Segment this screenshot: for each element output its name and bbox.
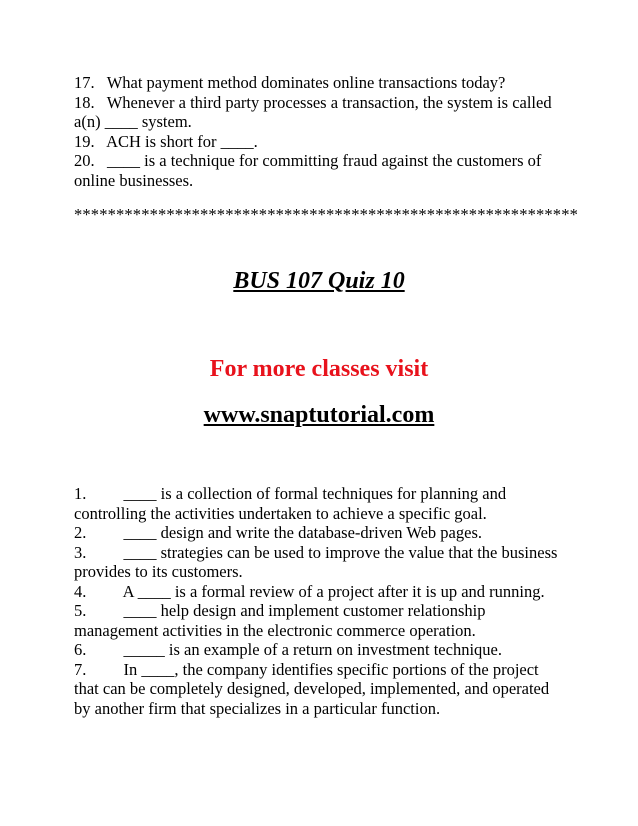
question-line: 3. ____ strategies can be used to improve the value that the business [74,542,558,562]
question-line: online businesses. [74,170,194,190]
question-line: a(n) ____ system. [74,112,192,131]
question-line: 1. ____ is a collection of formal techniques for planning and [74,484,507,503]
promo-text: For more classes visit [209,356,429,382]
question-line: provides to its customers. [74,562,243,581]
question-list-bottom [74,484,564,718]
question-line: 7. In ____, the company identifies specific portions of the project [74,659,539,679]
question-line: 17. What payment method dominates online transactions today? [74,73,506,92]
question-line: by another firm that specializes in a particular function. [74,698,441,718]
question-line: 2. ____ design and write the database-driven Web pages. [74,523,483,542]
question-line: 20. ____ is a technique for committing fraud against the customers of [74,151,542,170]
question-line: 19. ACH is short for ____. [74,131,258,151]
question-line: management activities in the electronic commerce operation. [74,620,476,640]
question-list-top [74,73,564,190]
question-line: 6. _____ is an example of a return on investment technique. [74,640,502,659]
question-line: 18. Whenever a third party processes a transaction, the system is called [74,92,552,112]
question-line: that can be completely designed, developed, implemented, and operated [74,679,550,698]
question-line: 4. A ____ is a formal review of a project after it is up and running. [74,581,545,601]
separator-line: ************************************************************ [74,205,578,224]
website-link[interactable]: www.snaptutorial.com [203,402,435,428]
question-line: 5. ____ help design and implement customer relationship [74,601,486,620]
page-title: BUS 107 Quiz 10 [233,268,405,294]
question-line: controlling the activities undertaken to achieve a specific goal. [74,503,487,523]
